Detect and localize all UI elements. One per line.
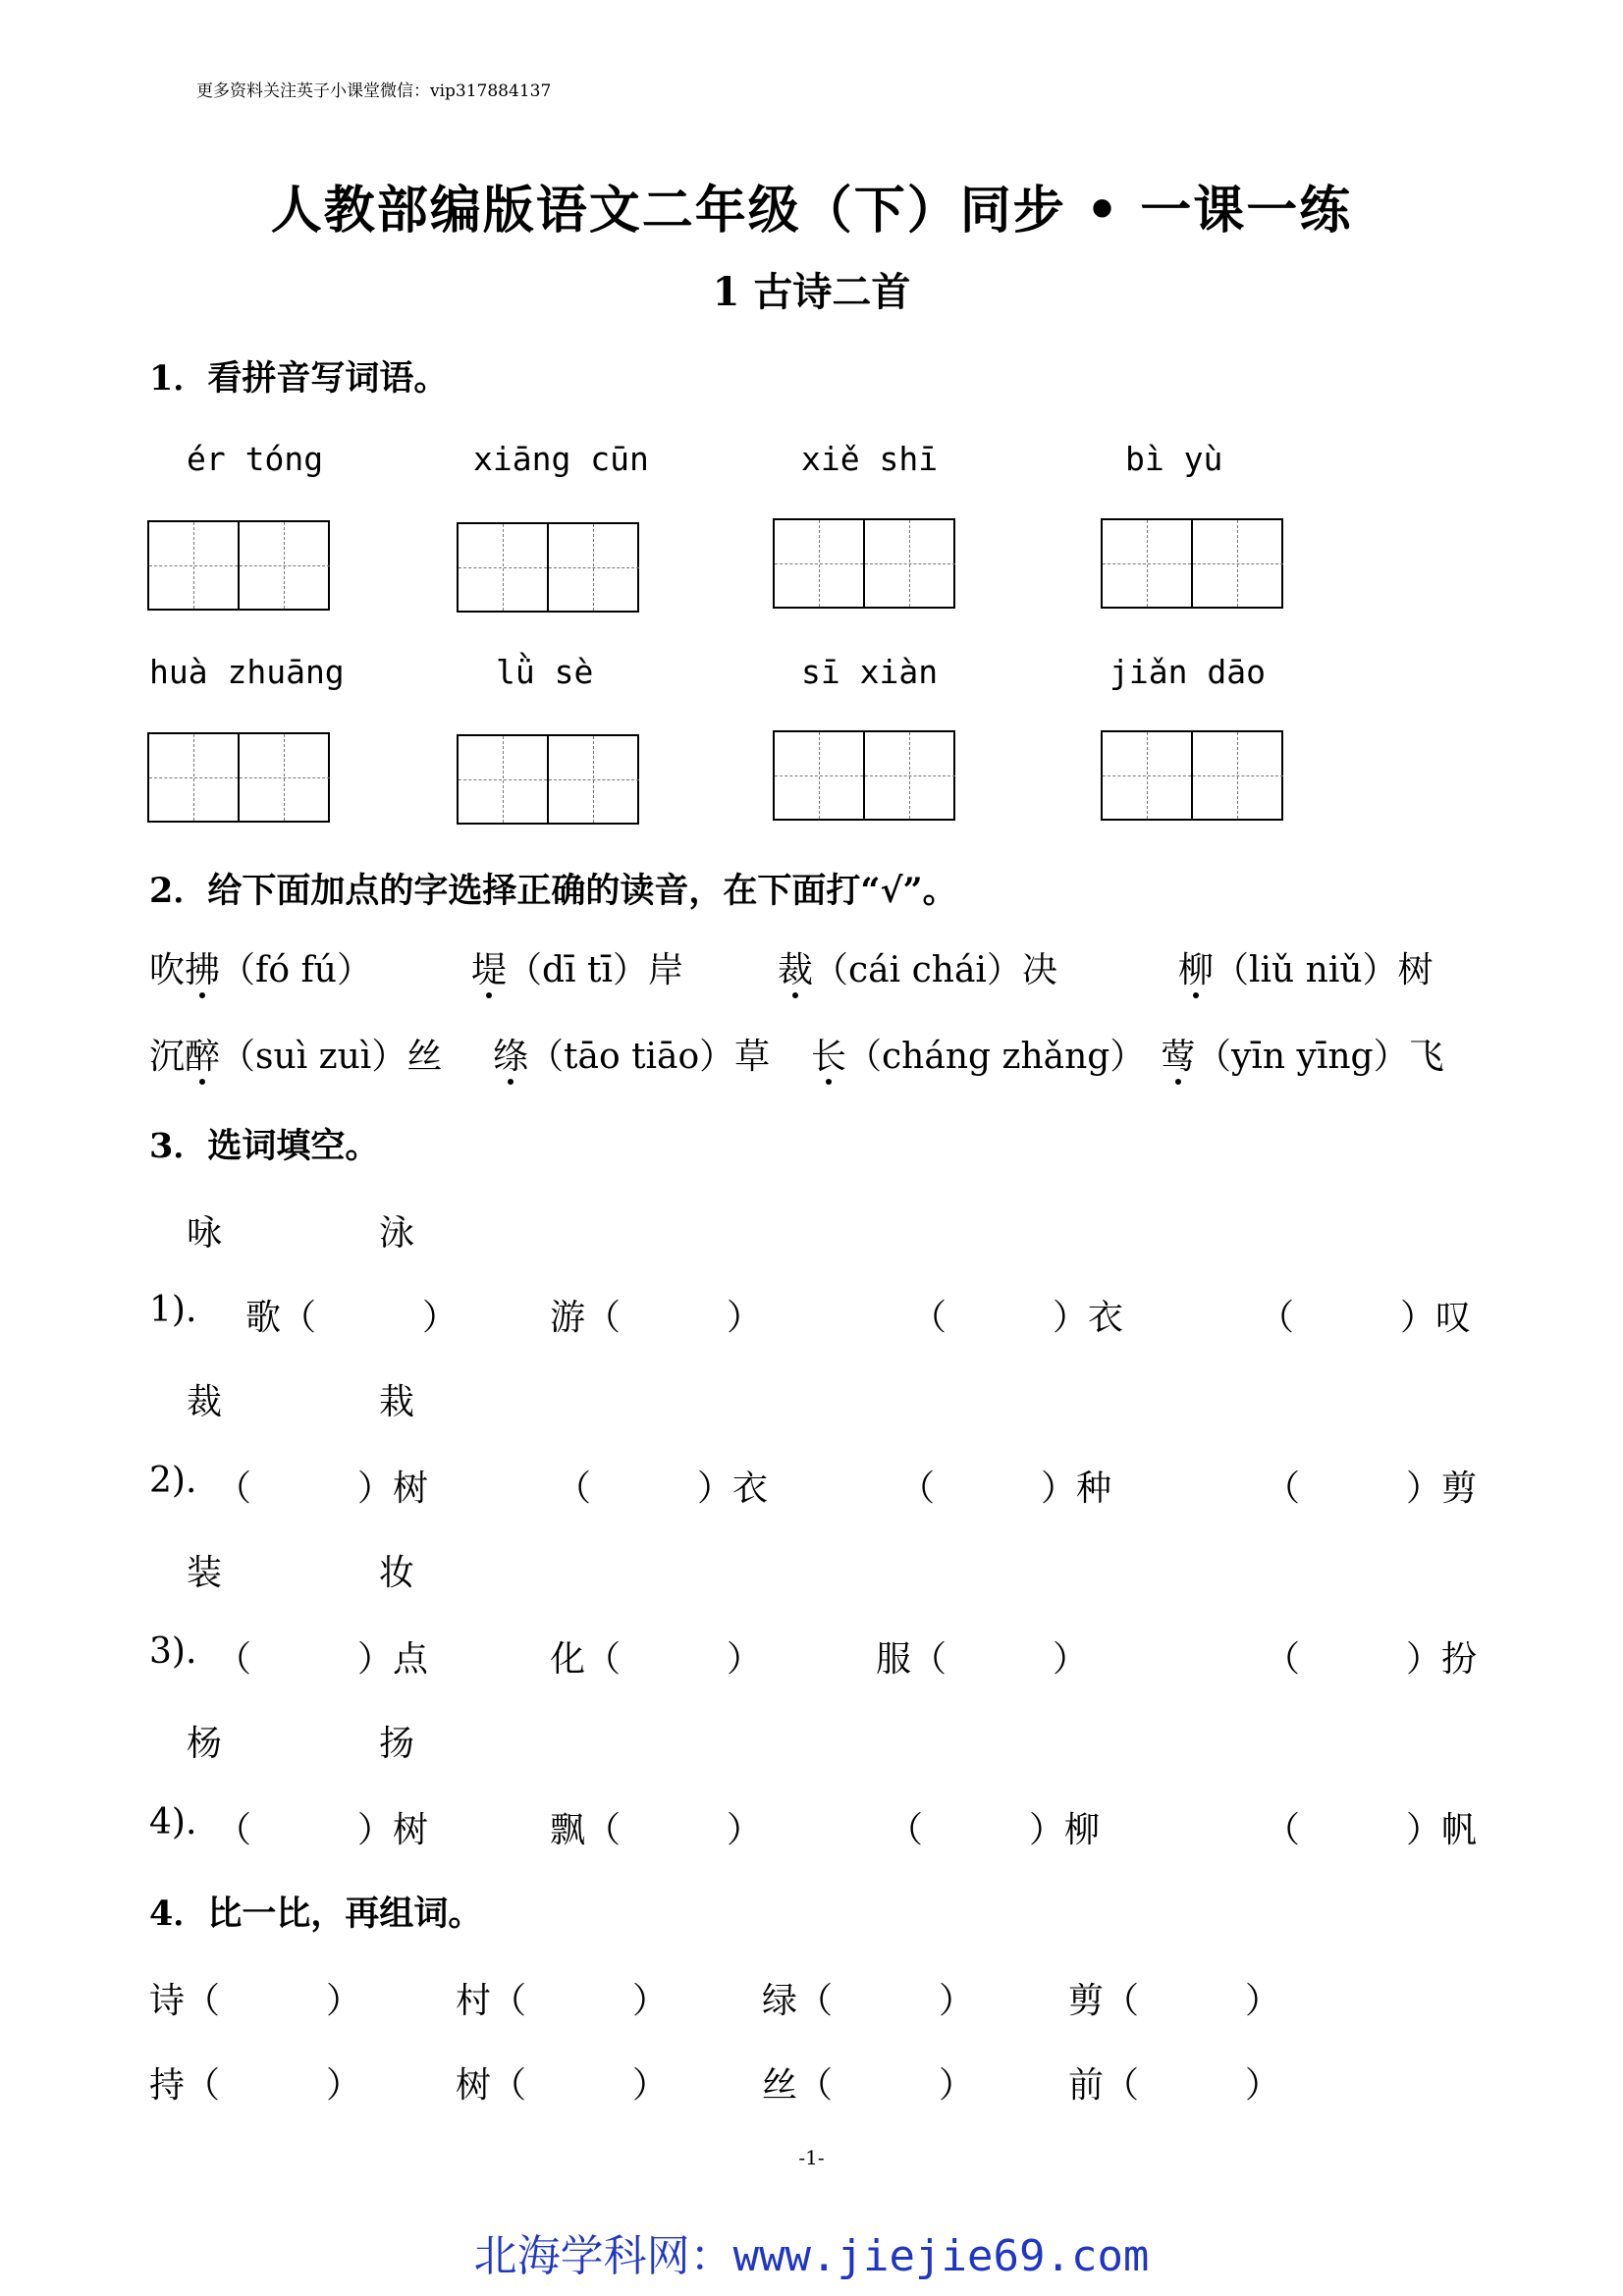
pronunciation-item: 长（cháng zhǎng） [811,1037,1146,1077]
word-choice: 妆 [379,1553,415,1593]
item-number: 1). [149,1290,197,1330]
fill-blank[interactable]: （ ）衣 [911,1298,1124,1338]
fill-blank[interactable]: （ ）树 [216,1468,429,1509]
fill-blank[interactable]: （ ）帆 [1265,1810,1478,1850]
fill-blank[interactable]: （ ）树 [216,1810,429,1850]
writing-grid[interactable] [457,734,639,825]
pronunciation-item: 吹拂（fó fú） [149,950,372,990]
pronunciation-item: 绦（tāo tiāo）草 [493,1037,771,1077]
word-choice: 装 [187,1553,223,1593]
word-choice: 泳 [379,1213,415,1254]
fill-blank[interactable]: 绿（ ） [762,1981,975,2021]
writing-grid[interactable] [773,730,955,821]
item-number: 4). [149,1802,197,1842]
dotted-char: 长 [811,1037,847,1077]
fill-blank[interactable]: （ ）衣 [556,1468,769,1509]
pinyin-label: bì yù [1125,440,1223,478]
dotted-char: 裁 [778,950,814,990]
writing-grid[interactable] [1101,518,1283,609]
item-number: 3). [149,1631,197,1672]
fill-blank[interactable]: （ ）柳 [888,1810,1101,1850]
fill-blank[interactable]: 诗（ ） [149,1981,362,2021]
pinyin-label: lǜ sè [496,653,594,691]
fill-blank[interactable]: 剪（ ） [1068,1981,1281,2021]
word-choice: 咏 [187,1213,223,1254]
fill-blank[interactable]: 歌（ ） [245,1298,459,1338]
pinyin-label: xiě shī [801,440,939,478]
fill-blank[interactable]: 服（ ） [876,1639,1089,1680]
word-choice: 杨 [187,1724,223,1764]
item-number: 2). [149,1461,197,1501]
dotted-char: 绦 [493,1037,529,1077]
header-note: 更多资料关注英子小课堂微信：vip317884137 [196,81,552,101]
fill-blank[interactable]: （ ）剪 [1265,1468,1478,1509]
dotted-char: 柳 [1178,950,1215,990]
q1-heading: 1．看拼音写词语。 [149,358,449,399]
fill-blank[interactable]: 持（ ） [149,2065,362,2106]
pronunciation-item: 沉醉（suì zuì）丝 [149,1037,443,1077]
writing-grid[interactable] [457,522,639,613]
dotted-char: 拂 [185,950,221,990]
fill-blank[interactable]: 化（ ） [550,1639,763,1680]
pinyin-label: huà zhuāng [149,653,345,691]
q3-heading: 3．选词填空。 [149,1126,380,1166]
fill-blank[interactable]: （ ）种 [899,1468,1112,1509]
writing-grid[interactable] [147,520,330,611]
pronunciation-item: 柳（liǔ niǔ）树 [1178,950,1434,990]
fill-blank[interactable]: 树（ ） [456,2065,669,2106]
fill-blank[interactable]: （ ）点 [216,1639,429,1680]
q2-heading: 2．给下面加点的字选择正确的读音，在下面打“√”。 [149,871,957,911]
word-choice: 扬 [379,1724,415,1764]
writing-grid[interactable] [1101,730,1283,821]
word-choice: 裁 [187,1382,223,1422]
pronunciation-item: 莺（yīn yīng）飞 [1161,1037,1444,1077]
fill-blank[interactable]: 飘（ ） [550,1810,763,1850]
dotted-char: 莺 [1161,1037,1197,1077]
dotted-char: 醉 [185,1037,221,1077]
page-number: -1- [798,2146,825,2169]
pinyin-label: jiǎn dāo [1109,653,1266,691]
pronunciation-item: 堤（dī tī）岸 [471,950,683,990]
q4-heading: 4．比一比，再组词。 [149,1894,483,1934]
fill-blank[interactable]: 游（ ） [550,1298,763,1338]
pinyin-label: ér tóng [187,440,324,478]
fill-blank[interactable]: 丝（ ） [762,2065,975,2106]
lesson-subtitle: 1 古诗二首 [712,269,911,315]
pinyin-label: xiāng cūn [473,440,649,478]
fill-blank[interactable]: 前（ ） [1068,2065,1281,2106]
pronunciation-item: 裁（cái chái）决 [778,950,1057,990]
fill-blank[interactable]: 村（ ） [456,1981,669,2021]
fill-blank[interactable]: （ ）扮 [1265,1639,1478,1680]
dotted-char: 堤 [471,950,508,990]
pinyin-label: sī xiàn [801,653,939,691]
writing-grid[interactable] [773,518,955,609]
page-title: 人教部编版语文二年级（下）同步 • 一课一练 [270,181,1353,240]
writing-grid[interactable] [147,732,330,823]
footer-website[interactable]: 北海学科网：www.jiejie69.com [473,2231,1150,2281]
word-choice: 栽 [379,1382,415,1422]
fill-blank[interactable]: （ ）叹 [1259,1298,1472,1338]
